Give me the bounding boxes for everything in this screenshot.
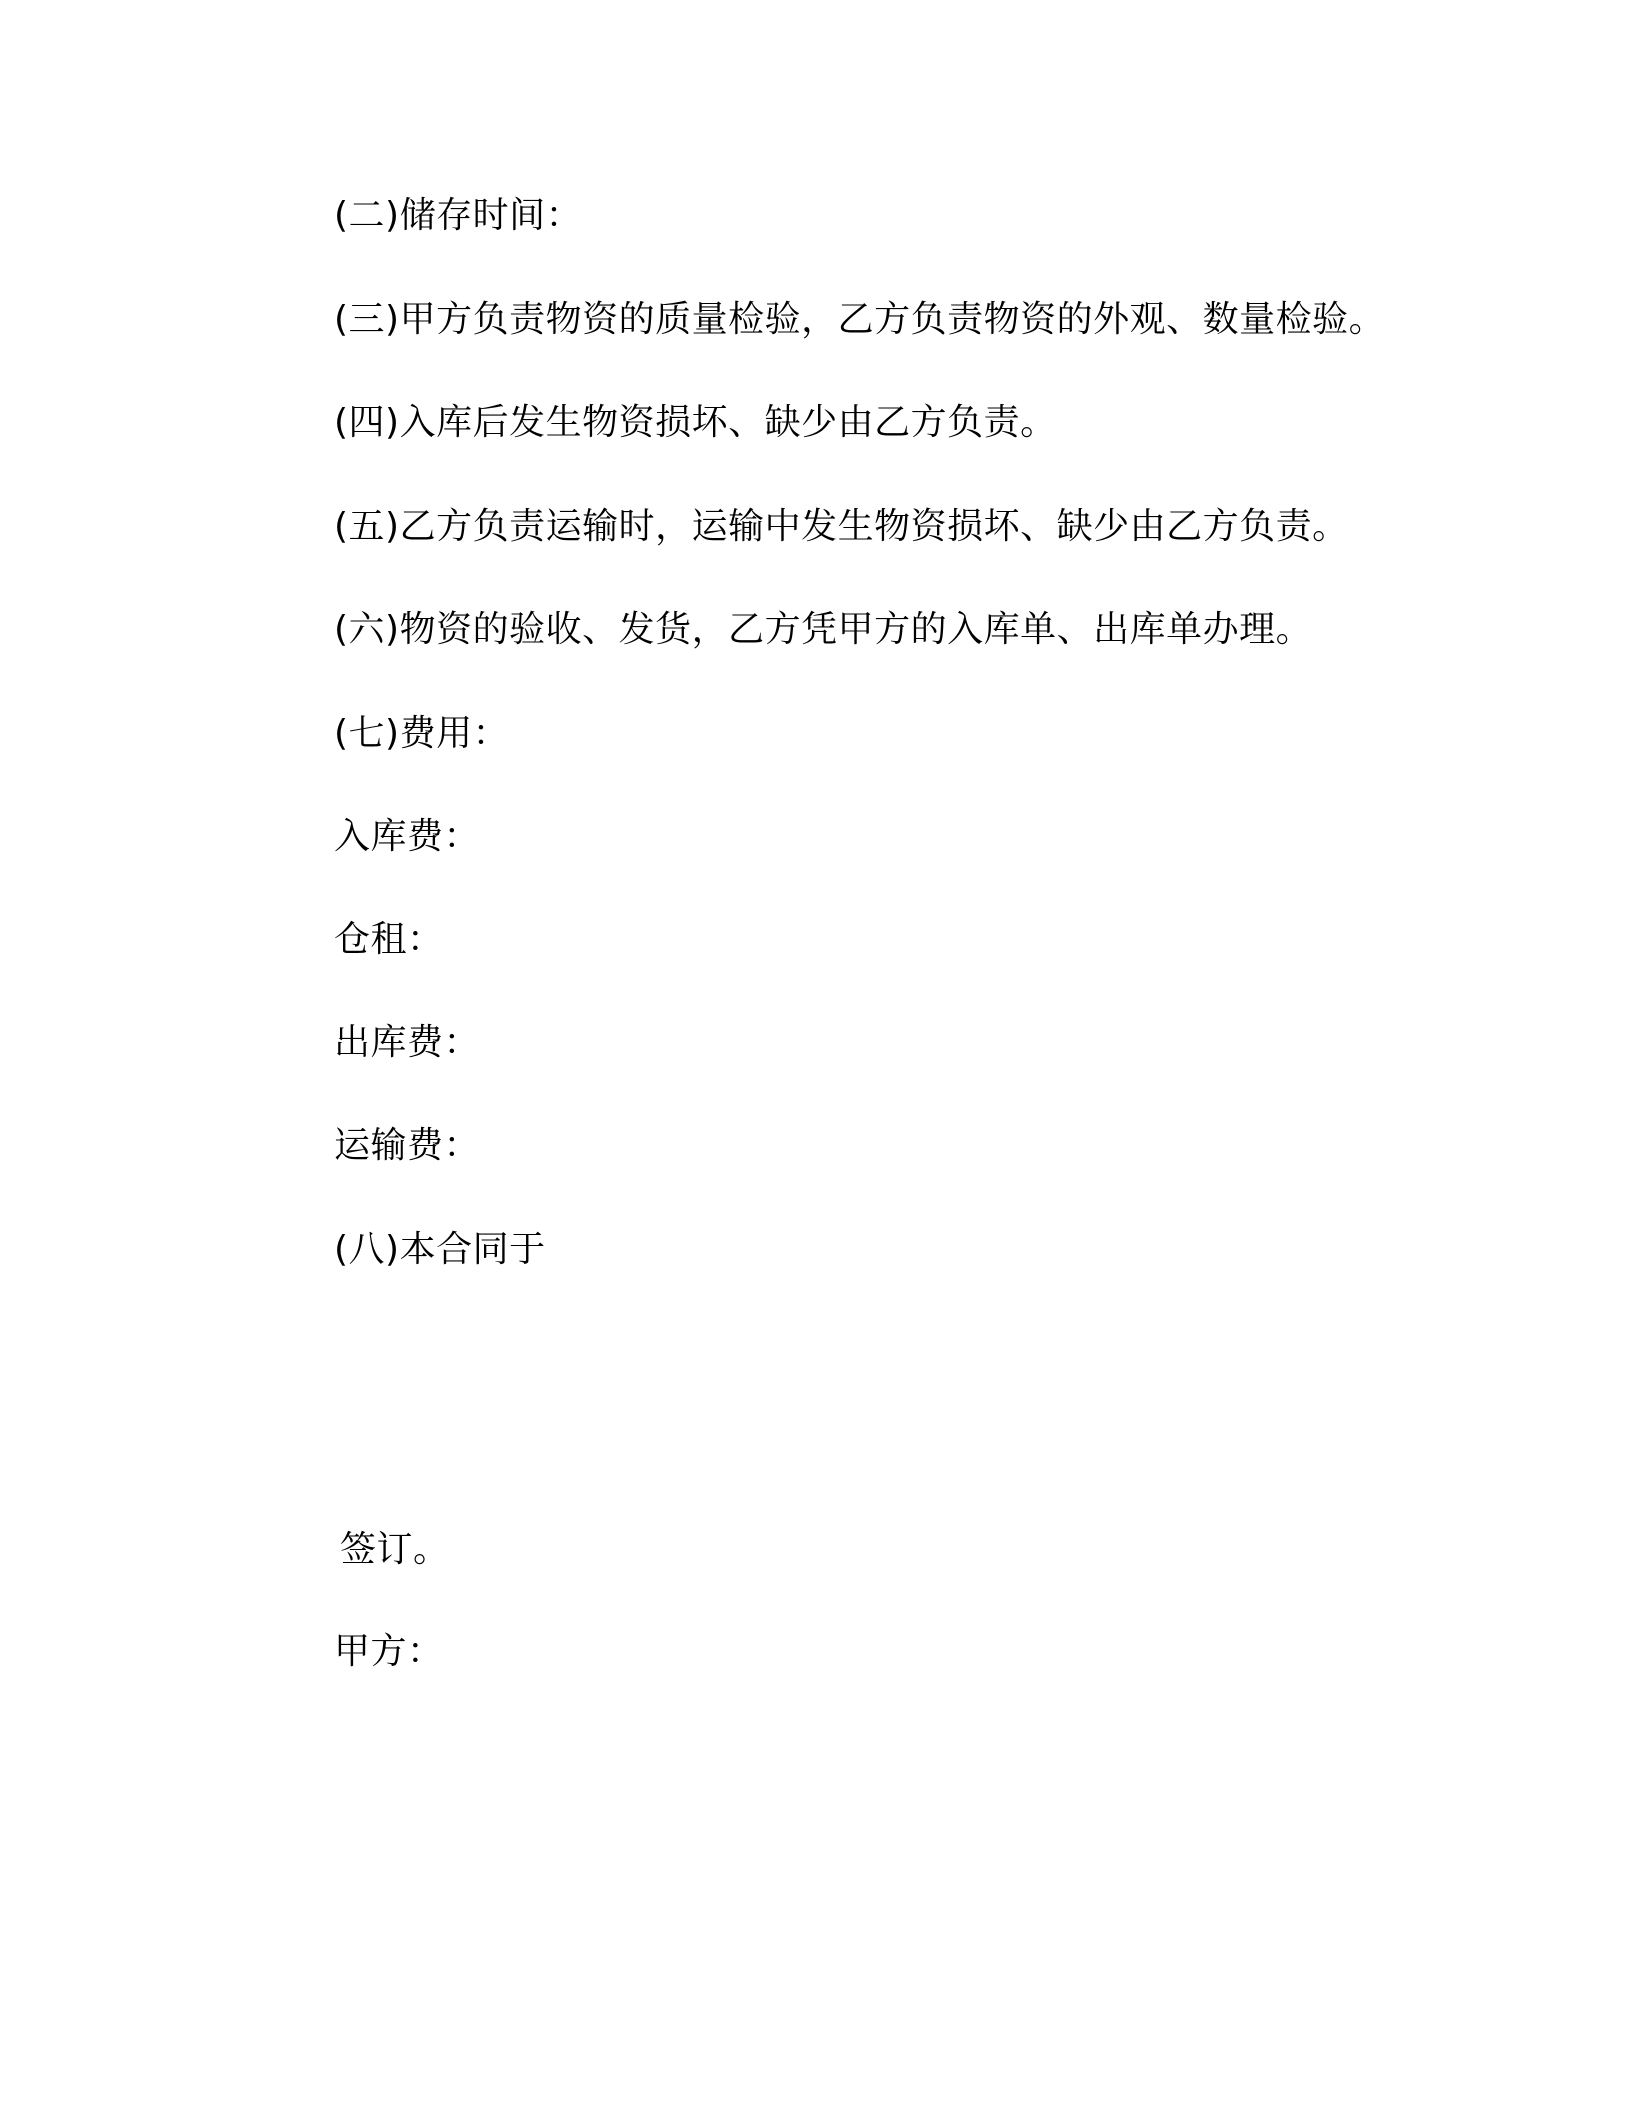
clause-storage-time: (二)储存时间：: [334, 195, 583, 236]
clause-contract-date: (八)本合同于: [334, 1229, 546, 1270]
party-a-label: 甲方：: [334, 1631, 444, 1672]
fee-warehouse-rent: 仓租：: [334, 919, 444, 960]
clause-quality-inspection: (三)甲方负责物资的质量检验，乙方负责物资的外观、数量检验。: [334, 299, 1386, 340]
signed-text: 签订。: [340, 1529, 450, 1570]
clause-fees-heading: (七)费用：: [334, 713, 510, 754]
fee-outbound: 出库费：: [334, 1022, 481, 1063]
clause-transport-damage: (五)乙方负责运输时，运输中发生物资损坏、缺少由乙方负责。: [334, 506, 1349, 547]
clause-acceptance-shipping: (六)物资的验收、发货，乙方凭甲方的入库单、出库单办理。: [334, 609, 1313, 650]
clause-storage-damage: (四)入库后发生物资损坏、缺少由乙方负责。: [334, 402, 1057, 443]
fee-inbound: 入库费：: [334, 816, 481, 857]
fee-transport: 运输费：: [334, 1125, 481, 1166]
